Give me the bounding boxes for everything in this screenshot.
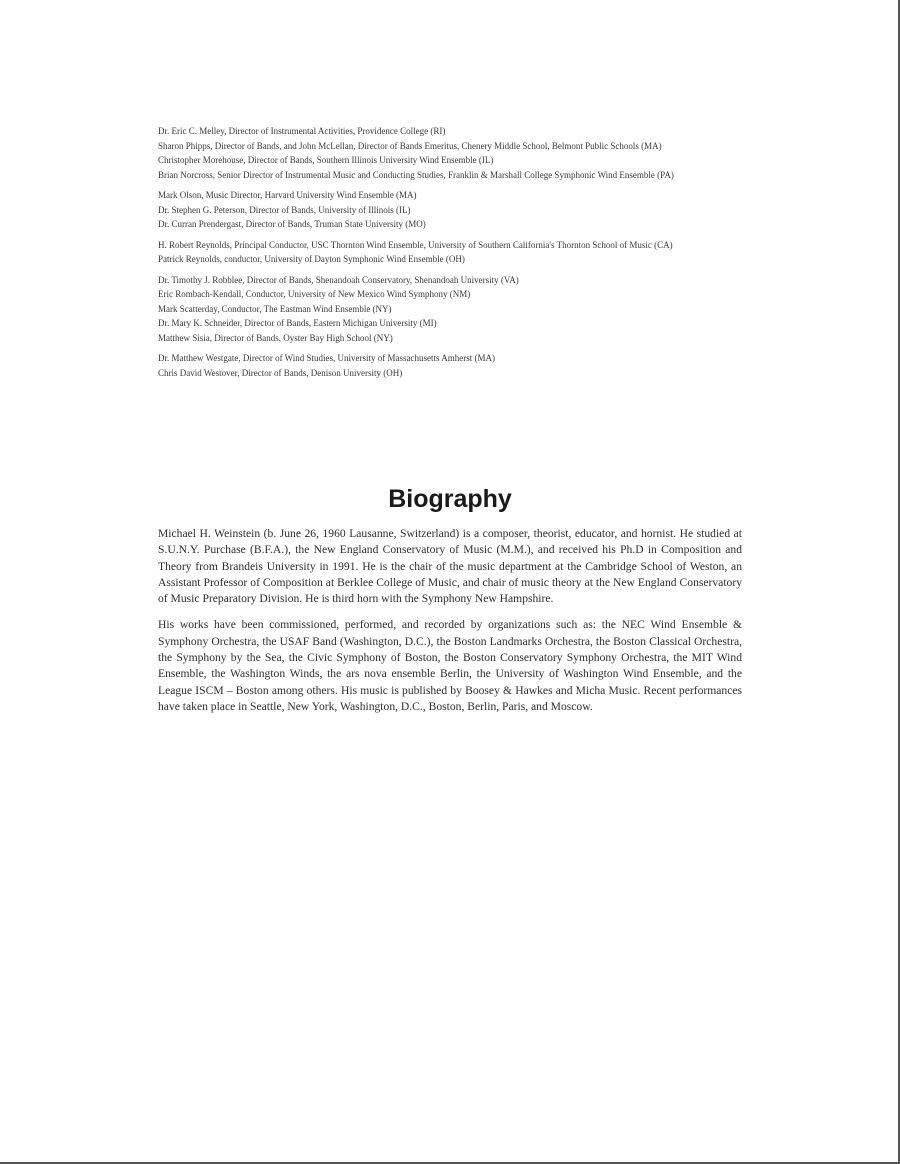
endorsement-list [158,124,818,386]
endorsement-line: Eric Rombach-Kendall, Conductor, University of New Mexico Wind Symphony (NM) [158,289,471,299]
endorsement-group-2 [158,188,818,232]
endorsement-line: Chris David Westover, Director of Bands, Denison University (OH) [158,367,403,378]
endorsement-line: Dr. Eric C. Melley, Director of Instrumental Activities, Providence College (RI) [158,126,446,136]
endorsement-line: Dr. Mary K. Schneider, Director of Bands, Eastern Michigan University (MI) [158,318,437,328]
endorsement-line: Sharon Phipps, Director of Bands, and John McLellan, Director of Bands Emeritus, Chenery Middle School, Belmont Public Schools (MA) [158,140,662,151]
endorsement-line: Mark Scatterday, Conductor, The Eastman Wind Ensemble (NY) [158,303,392,314]
biography-title: Biography [388,485,512,513]
endorsement-line: Dr. Matthew Westgate, Director of Wind Studies, University of Massachusetts Amherst (MA) [158,353,496,363]
endorsement-line: Dr. Timothy J. Robblee, Director of Bands, Shenandoah Conservatory, Shenandoah University (VA) [158,274,519,285]
endorsement-group-5 [158,351,818,380]
biography-section [158,482,742,725]
endorsement-line: Mark Olson, Music Director, Harvard University Wind Ensemble (MA) [158,190,417,200]
endorsement-group-3 [158,238,818,267]
endorsement-group-1 [158,124,818,182]
endorsement-line: H. Robert Reynolds, Principal Conductor, USC Thornton Wind Ensemble, University of Southern California's Thornton School of Music (CA) [158,239,673,250]
endorsement-line: Dr. Curran Prendergast, Director of Bands, Truman State University (MO) [158,219,426,229]
endorsement-line: Brian Norcross, Senior Director of Instrumental Music and Conducting Studies, Franklin & Marshall College Symphonic Wind Ensemble (PA) [158,169,674,180]
endorsement-line: Dr. Stephen G. Peterson, Director of Bands, University of Illinois (IL) [158,204,411,215]
biography-paragraph: His works have been commissioned, performed, and recorded by organizations such as: the NEC Wind Ensemble & Symphony Orchestra, the USAF Band (Washington, D.C.), the Boston Landmarks Orchestra, the Boston Classical Orchestra, the Symphony by the Sea, the Civic Symphony of Boston, the Boston Conservatory Symphony Orchestra, the MIT Wind Ensemble, the Washington Winds, the ars nova ensemble Berlin, the University of Washington Wind Ensemble, and the League ISCM – Boston among others. His music is published by Boosey & Hawkes and Micha Music. Recent performances have taken place in Seattle, New York, Washington, D.C., Boston, Berlin, Paris, and Moscow. [158,618,742,713]
endorsement-line: Christopher Morehouse, Director of Bands, Southern Illinois University Wind Ensemble (IL) [158,155,494,165]
endorsement-group-4 [158,273,818,346]
endorsement-line: Patrick Reynolds, conductor, University of Dayton Symphonic Wind Ensemble (OH) [158,254,465,264]
biography-paragraph: Michael H. Weinstein (b. June 26, 1960 Lausanne, Switzerland) is a composer, theorist, educator, and hornist. He studied at S.U.N.Y. Purchase (B.F.A.), the New England Conservatory of Music (M.M.), and received his Ph.D in Composition and Theory from Brandeis University in 1991. He is the chair of the music department at the Cambridge School of Weston, an Assistant Professor of Composition at Berklee College of Music, and chair of music theory at the New England Conservatory of Music Preparatory Division. He is third horn with the Symphony New Hampshire. [158,527,742,606]
endorsement-line: Matthew Sisia, Director of Bands, Oyster Bay High School (NY) [158,332,393,343]
